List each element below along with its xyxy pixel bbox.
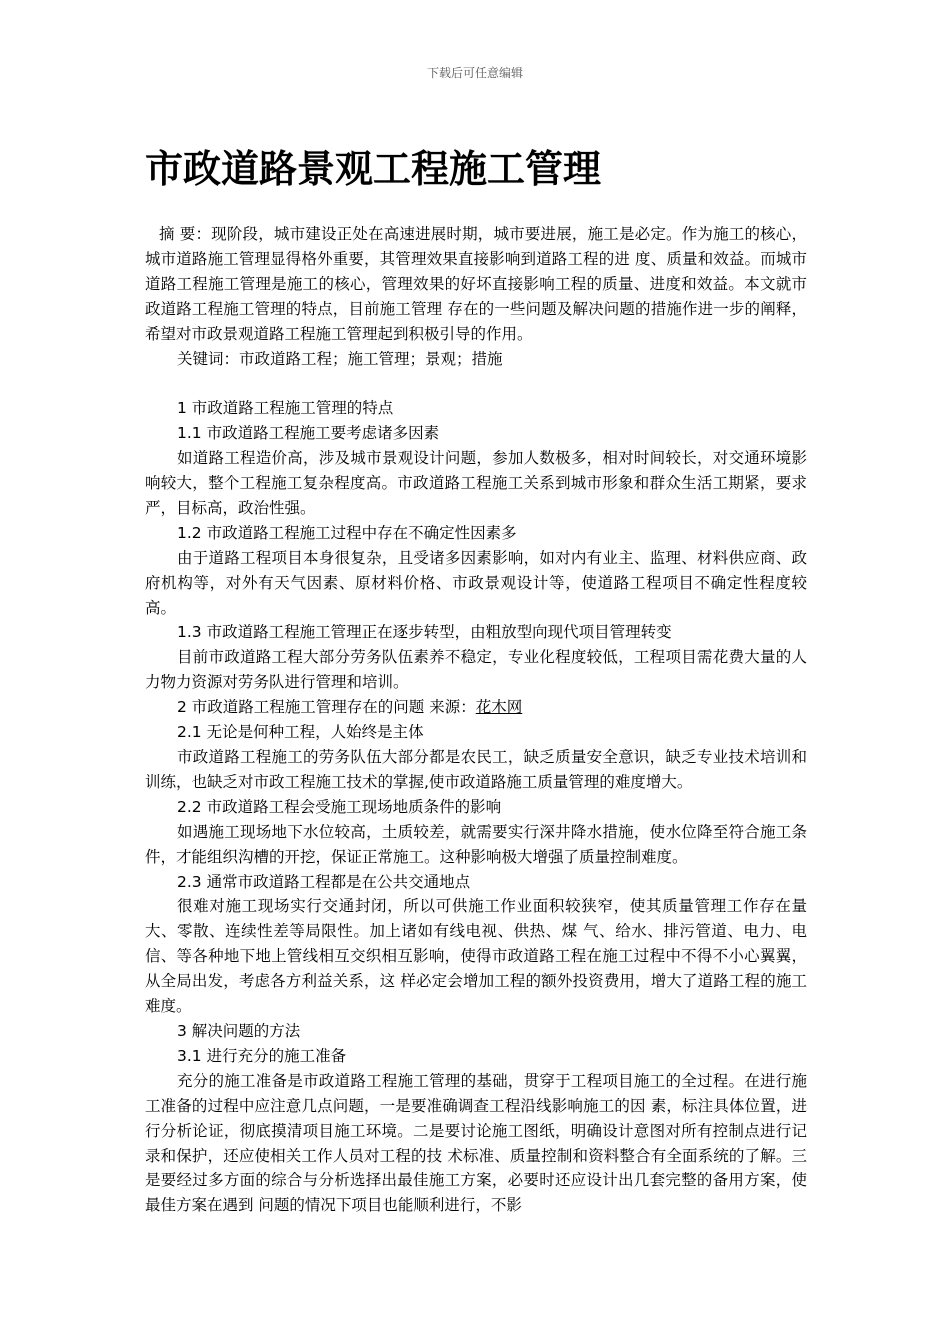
source-link[interactable]: 花木网 — [475, 698, 523, 717]
paragraph-2-1: 市政道路工程施工的劳务队伍大部分都是农民工，缺乏质量安全意识，缺乏专业技术培训和训练，也缺乏对市政工程施工技术的掌握,使市政道路施工质量管理的难度增大。 — [145, 748, 807, 791]
paragraph-1-2: 由于道路工程项目本身很复杂，且受诸多因素影响，如对内有业主、监理、材料供应商、政府机构等，对外有天气因素、原材料价格、市政景观设计等，使道路工程项目不确定性程度较高。 — [145, 548, 807, 617]
abstract-paragraph: 摘 要：现阶段，城市建设正处在高速进展时期，城市要进展，施工是必定。作为施工的核心，城市道路施工管理显得格外重要，其管理效果直接影响到道路工程的进 度、质量和效益。而城市道路工程施工管理是施工的核心，管理效果的好坏直接影响工程的质量、进度和效益。本文就市政道路工程施工管理的特点，目前施工管理 存在的一些问题及解决问题的措施作进一步的阐释，希望对市政景观道路工程施工管理起到积极引导的作用。 — [145, 225, 807, 343]
document-body — [145, 222, 807, 1218]
subsection-heading-1-2: 1.2 市政道路工程施工过程中存在不确定性因素多 — [177, 523, 517, 542]
header-note: 下载后可任意编辑 — [426, 66, 523, 80]
paragraph-1-1: 如道路工程造价高，涉及城市景观设计问题，参加人数极多，相对时间较长，对交通环境影响较大，整个工程施工复杂程度高。市政道路工程施工关系到城市形象和群众生活工期紧，要求严，目标高，政治性强。 — [145, 449, 807, 517]
section-heading-2 — [145, 695, 807, 720]
subsection-heading-3-1: 3.1 进行充分的施工准备 — [177, 1046, 347, 1065]
paragraph-1-3: 目前市政道路工程大部分劳务队伍素养不稳定，专业化程度较低，工程项目需花费大量的人力物力资源对劳务队进行管理和培训。 — [145, 648, 807, 692]
paragraph-3-1: 充分的施工准备是市政道路工程施工管理的基础，贯穿于工程项目施工的全过程。在进行施工准备的过程中应注意几点问题，一是要准确调查工程沿线影响施工的因 素，标注具体位置，进行分析论证，彻底摸清项目施工环境。二是要讨论施工图纸，明确设计意图对所有控制点进行记录和保护，还应使相关工作人员对工程的技 术标准、质量控制和资料整合有全面系统的了解。三是要经过多方面的综合与分析选择出最佳施工方案，必要时还应设计出几套完整的备用方案，使最佳方案在遇到 问题的情况下项目也能顺利进行，不影 — [145, 1071, 807, 1215]
subsection-heading-1-3: 1.3 市政道路工程施工管理正在逐步转型，由粗放型向现代项目管理转变 — [177, 623, 672, 642]
page-title: 市政道路景观工程施工管理 — [145, 147, 602, 191]
section-heading-1: 1 市政道路工程施工管理的特点 — [177, 399, 394, 418]
subsection-heading-2-1: 2.1 无论是何种工程，人始终是主体 — [177, 723, 424, 742]
subsection-heading-2-3: 2.3 通常市政道路工程都是在公共交通地点 — [177, 872, 471, 891]
paragraph-2-2: 如遇施工现场地下水位较高，土质较差，就需要实行深井降水措施，使水位降至符合施工条件，才能组织沟槽的开挖，保证正常施工。这种影响极大增强了质量控制难度。 — [145, 822, 807, 866]
spacer — [145, 371, 807, 396]
subsection-heading-2-2: 2.2 市政道路工程会受施工现场地质条件的影响 — [177, 797, 502, 816]
section-heading-2-text: 2 市政道路工程施工管理存在的问题 来源： — [177, 698, 476, 717]
section-heading-3: 3 解决问题的方法 — [177, 1021, 301, 1040]
keywords-line: 关键词：市政道路工程；施工管理；景观；措施 — [177, 349, 503, 368]
subsection-heading-1-1: 1.1 市政道路工程施工要考虑诸多因素 — [177, 424, 440, 443]
paragraph-2-3: 很难对施工现场实行交通封闭，所以可供施工作业面积较狭窄，使其质量管理工作存在量大、零散、连续性差等局限性。加上诸如有线电视、供热、煤 气、给水、排污管道、电力、电信、等各种地下地上管线相互交织相互影响，使得市政道路工程在施工过程中不得不小心翼翼，从全局出发，考虑各方利益关系，这 样必定会增加工程的额外投资费用，增大了道路工程的施工难度。 — [145, 897, 807, 1016]
